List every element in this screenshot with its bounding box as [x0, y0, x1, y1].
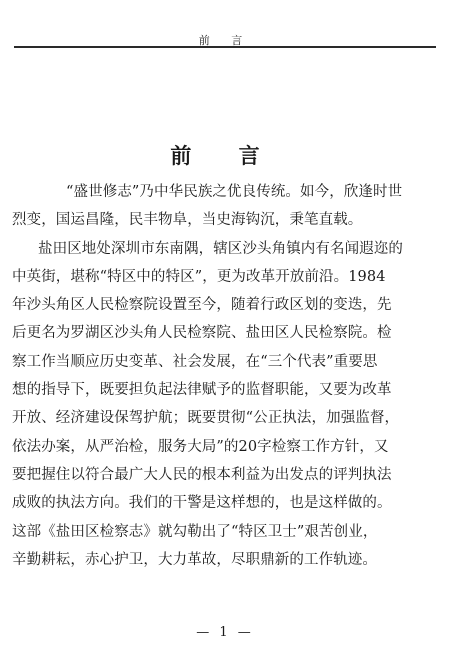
page-number: — 1 —	[196, 625, 254, 640]
text-line: 成败的执法方向。我们的干警是这样想的，也是这样做的。	[12, 495, 392, 512]
text-line: 要把握住以符合最广大人民的根本利益为出发点的评判执法	[12, 466, 392, 483]
body-text	[12, 178, 428, 574]
text-line: 依法办案，从严治检，服务大局”的20字检察工作方针，又	[12, 438, 389, 455]
running-head: 前 言	[198, 34, 252, 47]
text-line: 开放、经济建设保驾护航；既要贯彻“公正执法，加强监督，	[12, 410, 400, 427]
text-line: 烈变，国运昌隆，民丰物阜，当史海钩沉，秉笔直载。	[12, 212, 363, 229]
page-title: 前 言	[170, 143, 280, 168]
text-line: 想的指导下，既要担负起法律赋予的监督职能，又要为改革	[12, 382, 392, 399]
header-rule	[14, 46, 436, 48]
text-line: 中英街，堪称“特区中的特区”，更为改革开放前沿。1984	[12, 268, 386, 285]
text-line: 这部《盐田区检察志》就勾勒出了“特区卫士”艰苦创业，	[12, 523, 378, 540]
text-line: 年沙头角区人民检察院设置至今，随着行政区划的变迭，先	[12, 297, 392, 314]
text-line: 盐田区地处深圳市东南隅，辖区沙头角镇内有名闻遐迩的	[38, 240, 403, 257]
text-line: 后更名为罗湖区沙头角人民检察院、盐田区人民检察院。检	[12, 325, 392, 342]
text-line: 察工作当顺应历史变革、社会发展，在“三个代表”重要思	[12, 353, 378, 370]
text-line: “盛世修志”乃中华民族之优良传统。如今，欣逢时世	[66, 184, 403, 200]
text-line: 辛勤耕耘，赤心护卫，大力革故，尽职鼎新的工作轨迹。	[12, 551, 377, 568]
